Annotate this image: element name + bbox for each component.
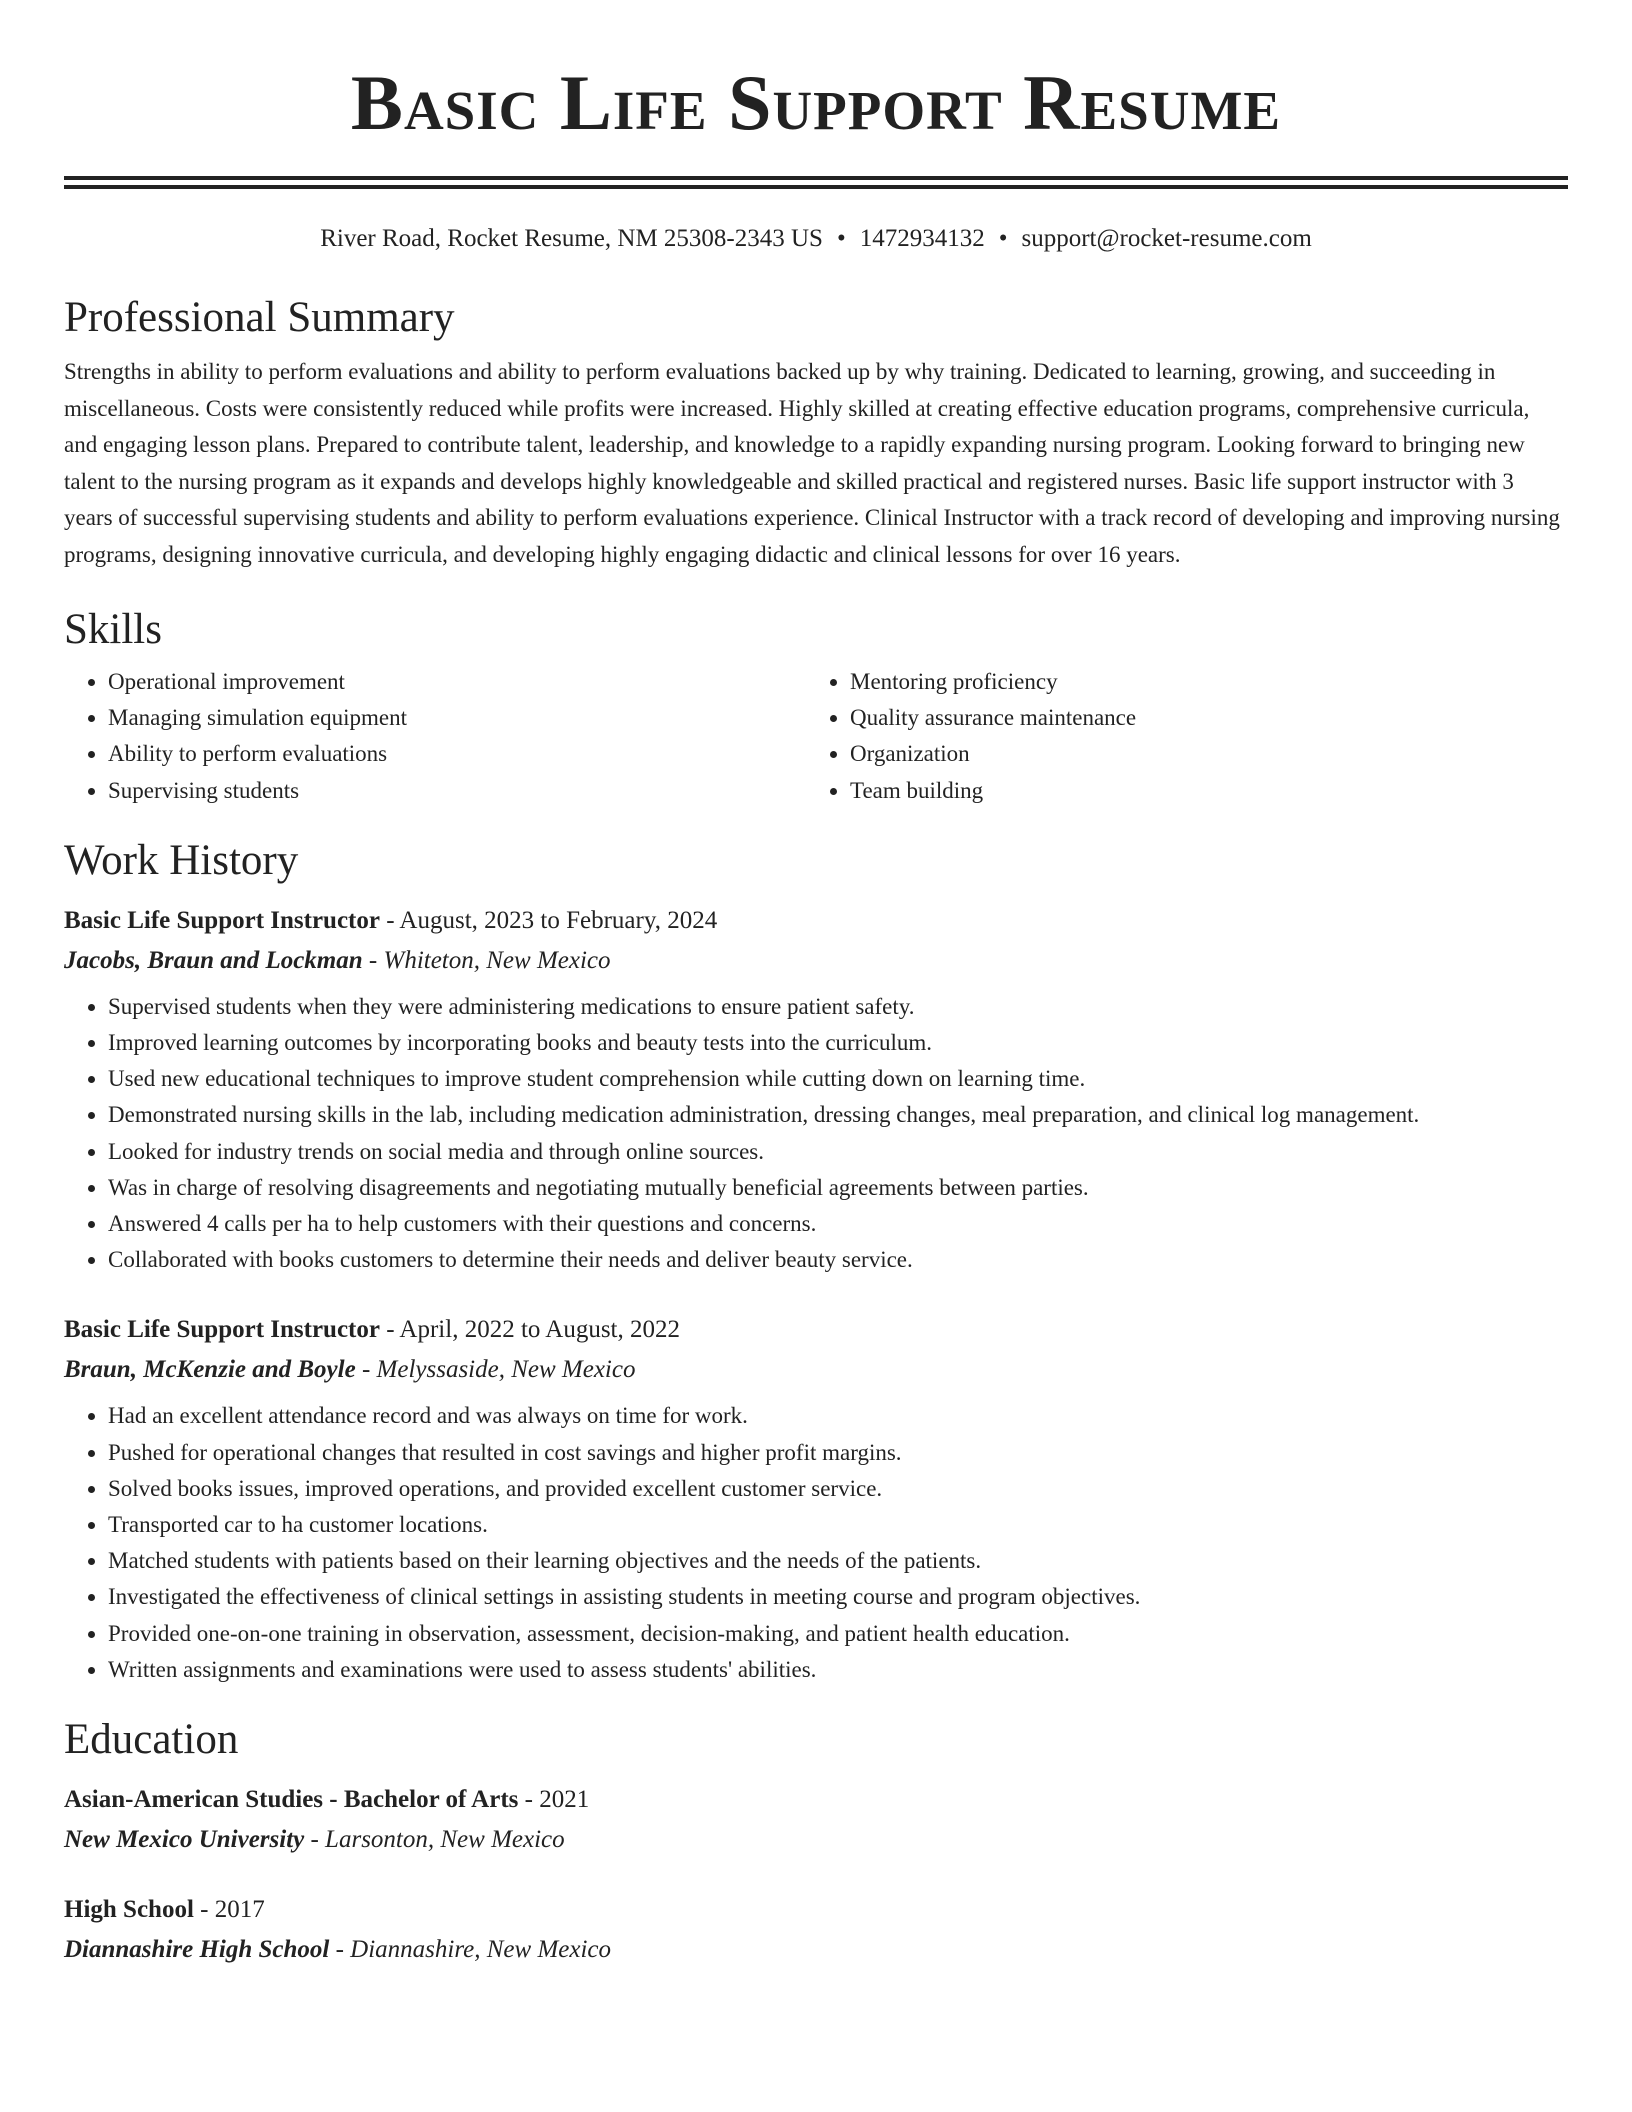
skill-item: • Quality assurance maintenance: [850, 700, 1548, 736]
job-dates: - April, 2022 to August, 2022: [379, 1316, 680, 1344]
skills-heading: Skills: [64, 606, 162, 653]
contact-phone: 1472934132: [859, 225, 985, 252]
degree-name: High School: [64, 1896, 194, 1924]
job-duty: • Was in charge of resolving disagreements and negotiating mutually beneficial agreements between parties.: [108, 1170, 1568, 1206]
summary-section: [64, 290, 1568, 573]
skill-item: • Team building: [850, 773, 1548, 809]
job-entry: [64, 901, 1568, 1279]
job-company: Jacobs, Braun and Lockman: [64, 946, 363, 974]
skill-item: • Organization: [850, 736, 1548, 772]
education-entry: [64, 1890, 1568, 1970]
degree-year: - 2021: [518, 1786, 590, 1814]
job-duty: • Had an excellent attendance record and was always on time for work.: [108, 1398, 1568, 1434]
skill-item: • Supervising students: [108, 773, 806, 809]
school-location: - Diannashire, New Mexico: [329, 1936, 612, 1964]
degree-line: [64, 1890, 1568, 1930]
contact-email: support@rocket-resume.com: [1021, 225, 1312, 252]
job-title-line: [64, 901, 1568, 941]
work-history-heading: Work History: [64, 836, 299, 884]
summary-heading: Professional Summary: [64, 294, 455, 341]
job-title-line: [64, 1310, 1568, 1350]
job-duty: • Matched students with patients based on their learning objectives and the needs of the patients.: [108, 1543, 1568, 1579]
job-duty: • Used new educational techniques to improve student comprehension while cutting down on learning time.: [108, 1061, 1568, 1097]
job-duty: • Investigated the effectiveness of clinical settings in assisting students in meeting course and program objectives.: [108, 1579, 1568, 1615]
job-company: Braun, McKenzie and Boyle: [64, 1356, 356, 1384]
job-company-line: [64, 941, 1568, 981]
contact-line: [64, 221, 1568, 257]
skills-section: [64, 602, 1568, 809]
job-company-line: [64, 1350, 1568, 1390]
job-duty: • Written assignments and examinations were used to assess students' abilities.: [108, 1652, 1568, 1688]
job-title: Basic Life Support Instructor: [64, 1316, 380, 1344]
title-divider-top: [64, 176, 1568, 180]
job-duty: • Provided one-on-one training in observation, assessment, decision-making, and patient health education.: [108, 1616, 1568, 1652]
skill-item: • Operational improvement: [108, 664, 806, 700]
job-title: Basic Life Support Instructor: [64, 906, 380, 934]
job-duty: • Answered 4 calls per ha to help customers with their questions and concerns.: [108, 1206, 1568, 1242]
job-duties-list: [64, 989, 1568, 1279]
job-location: - Melyssaside, New Mexico: [355, 1356, 636, 1384]
job-location: - Whiteton, New Mexico: [362, 946, 611, 974]
job-duties-list: [64, 1398, 1568, 1688]
job-duty: • Pushed for operational changes that resulted in cost savings and higher profit margins.: [108, 1435, 1568, 1471]
summary-text: Strengths in ability to perform evaluations and ability to perform evaluations backed up by why training. Dedicated to learning, growing, and succeeding in miscellaneous. Costs were consistently reduced while profits were increased. Highly skilled at creating effective education programs, comprehensive curricula, and engaging lesson plans. Prepared to contribute talent, leadership, and knowledge to a rapidly expanding nursing program. Looking forward to bringing new talent to the nursing program as it expands and develops highly knowledgeable and skilled practical and registered nurses. Basic life support instructor with 3 years of successful supervising students and ability to perform evaluations experience. Clinical Instructor with a track record of developing and improving nursing programs, designing innovative curricula, and developing highly engaging didactic and clinical lessons for over 16 years.: [64, 359, 1560, 567]
skills-grid: [64, 664, 1568, 809]
degree-year: - 2017: [193, 1896, 265, 1924]
job-duty: • Solved books issues, improved operations, and provided excellent customer service.: [108, 1471, 1568, 1507]
school-location: - Larsonton, New Mexico: [304, 1826, 565, 1854]
job-dates: - August, 2023 to February, 2024: [379, 906, 718, 934]
degree-line: [64, 1780, 1568, 1820]
skill-item: • Managing simulation equipment: [108, 700, 806, 736]
contact-separator: •: [836, 225, 846, 252]
skills-list-left: [64, 664, 806, 809]
job-duty: • Transported car to ha customer locations.: [108, 1507, 1568, 1543]
job-duty: • Collaborated with books customers to determine their needs and deliver beauty service.: [108, 1242, 1568, 1278]
education-entry: [64, 1780, 1568, 1860]
job-duty: • Supervised students when they were administering medications to ensure patient safety.: [108, 989, 1568, 1025]
skill-item: • Ability to perform evaluations: [108, 736, 806, 772]
job-entry: [64, 1310, 1568, 1688]
education-section: [64, 1712, 1568, 1970]
degree-name: Asian-American Studies - Bachelor of Arts: [64, 1786, 519, 1814]
skills-list-right: [806, 664, 1548, 809]
school-line: [64, 1820, 1568, 1860]
job-duty: • Looked for industry trends on social media and through online sources.: [108, 1134, 1568, 1170]
resume-title: Basic Life Support Resume: [350, 59, 1282, 146]
school-name: New Mexico University: [64, 1826, 305, 1854]
contact-separator: •: [998, 225, 1008, 252]
job-duty: • Demonstrated nursing skills in the lab, including medication administration, dressing changes, meal preparation, and clinical log management.: [108, 1097, 1568, 1133]
job-duty: • Improved learning outcomes by incorporating books and beauty tests into the curriculum.: [108, 1025, 1568, 1061]
education-heading: Education: [64, 1716, 239, 1764]
school-line: [64, 1930, 1568, 1970]
title-divider-bottom: [64, 185, 1568, 189]
school-name: Diannashire High School: [64, 1936, 330, 1964]
skill-item: • Mentoring proficiency: [850, 664, 1548, 700]
work-history-section: [64, 833, 1568, 1688]
contact-address: River Road, Rocket Resume, NM 25308-2343 US: [320, 225, 823, 252]
